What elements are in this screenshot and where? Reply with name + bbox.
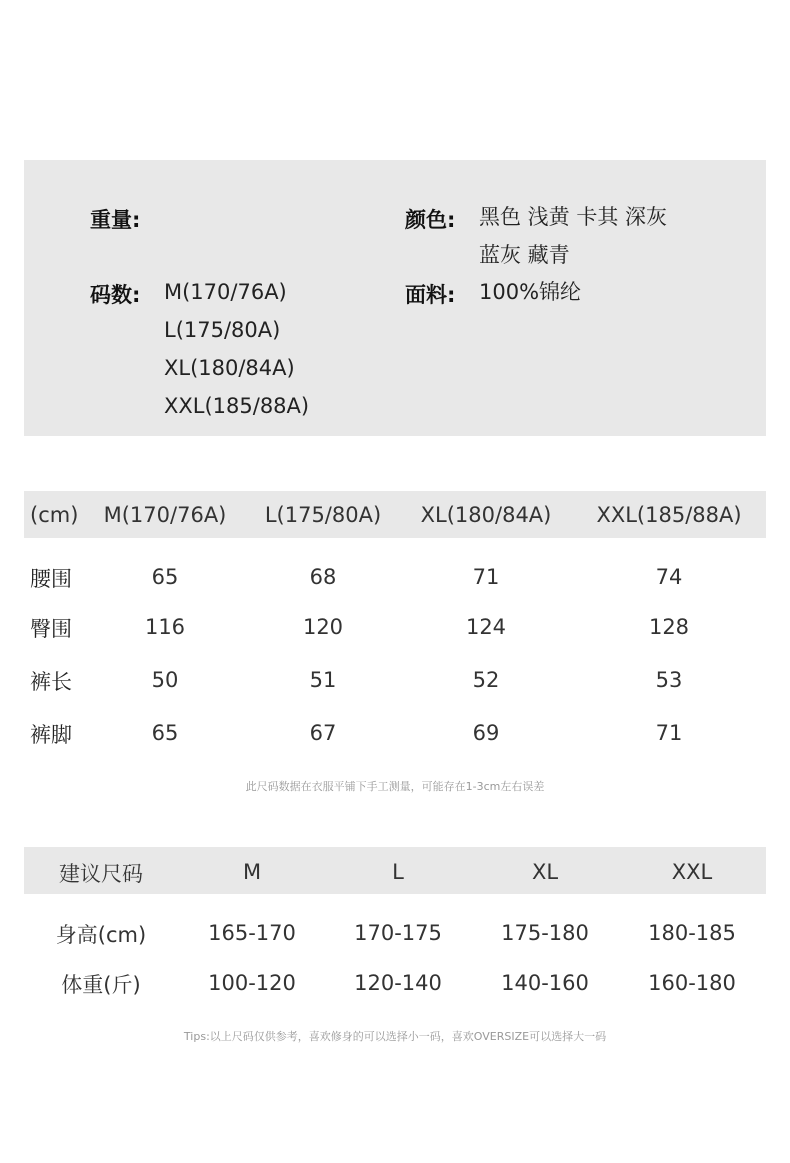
measurement-note: 此尺码数据在衣服平铺下手工测量，可能存在1-3cm左右误差 bbox=[245, 780, 545, 793]
size-header-xxl: XXL(185/88A) bbox=[596, 503, 742, 527]
table-cell: 160-180 bbox=[648, 971, 736, 995]
table-cell: 124 bbox=[465, 615, 507, 639]
row-label-hip: 臀围 bbox=[30, 617, 72, 641]
color-line: 蓝灰 藏青 bbox=[479, 243, 570, 267]
size-values bbox=[164, 273, 309, 425]
table-cell: 50 bbox=[151, 668, 179, 692]
size-header-xl: XL(180/84A) bbox=[420, 503, 552, 527]
table-cell: 68 bbox=[309, 565, 337, 589]
table-cell: 180-185 bbox=[648, 921, 736, 945]
size-option: L(175/80A) bbox=[164, 318, 281, 342]
table-cell: 74 bbox=[655, 565, 683, 589]
table-cell: 140-160 bbox=[501, 971, 589, 995]
fabric-label: 面料: bbox=[405, 283, 456, 307]
size-option: XL(180/84A) bbox=[164, 356, 295, 380]
table-cell: 51 bbox=[309, 668, 337, 692]
table-cell: 65 bbox=[151, 565, 179, 589]
row-label-hem: 裤脚 bbox=[30, 723, 72, 747]
row-label-weight: 体重(斤) bbox=[61, 973, 141, 997]
table-cell: 116 bbox=[144, 615, 186, 639]
tips-note: Tips:以上尺码仅供参考，喜欢修身的可以选择小一码，喜欢OVERSIZE可以选择大一码 bbox=[183, 1030, 607, 1043]
size-header-m: M(170/76A) bbox=[103, 503, 227, 527]
color-values bbox=[479, 198, 667, 274]
rec-header-l: L bbox=[392, 860, 404, 884]
row-label-length: 裤长 bbox=[30, 670, 72, 694]
fabric-text: 100%锦纶 bbox=[479, 280, 582, 304]
rec-header-xl: XL bbox=[531, 860, 559, 884]
weight-label: 重量: bbox=[90, 208, 141, 232]
rec-header-xxl: XXL bbox=[671, 860, 713, 884]
size-option: XXL(185/88A) bbox=[164, 394, 310, 418]
table-cell: 71 bbox=[655, 721, 683, 745]
table-cell: 52 bbox=[472, 668, 500, 692]
table-cell: 120-140 bbox=[354, 971, 442, 995]
table-cell: 120 bbox=[302, 615, 344, 639]
color-label: 颜色: bbox=[405, 208, 456, 232]
table-cell: 100-120 bbox=[208, 971, 296, 995]
table-cell: 71 bbox=[472, 565, 500, 589]
rec-header-label: 建议尺码 bbox=[59, 862, 143, 886]
table-cell: 165-170 bbox=[208, 921, 296, 945]
size-header-l: L(175/80A) bbox=[264, 503, 382, 527]
color-line: 黑色 浅黄 卡其 深灰 bbox=[479, 205, 668, 229]
unit-header: (cm) bbox=[30, 503, 79, 527]
row-label-height: 身高(cm) bbox=[55, 923, 147, 947]
table-cell: 65 bbox=[151, 721, 179, 745]
table-cell: 128 bbox=[648, 615, 690, 639]
table-cell: 67 bbox=[309, 721, 337, 745]
table-cell: 175-180 bbox=[501, 921, 589, 945]
row-label-waist: 腰围 bbox=[30, 567, 72, 591]
table-cell: 170-175 bbox=[354, 921, 442, 945]
size-option: M(170/76A) bbox=[164, 280, 287, 304]
table-cell: 69 bbox=[472, 721, 500, 745]
rec-header-m: M bbox=[242, 860, 262, 884]
fabric-value bbox=[479, 273, 581, 311]
size-label: 码数: bbox=[90, 283, 141, 307]
table-cell: 53 bbox=[655, 668, 683, 692]
